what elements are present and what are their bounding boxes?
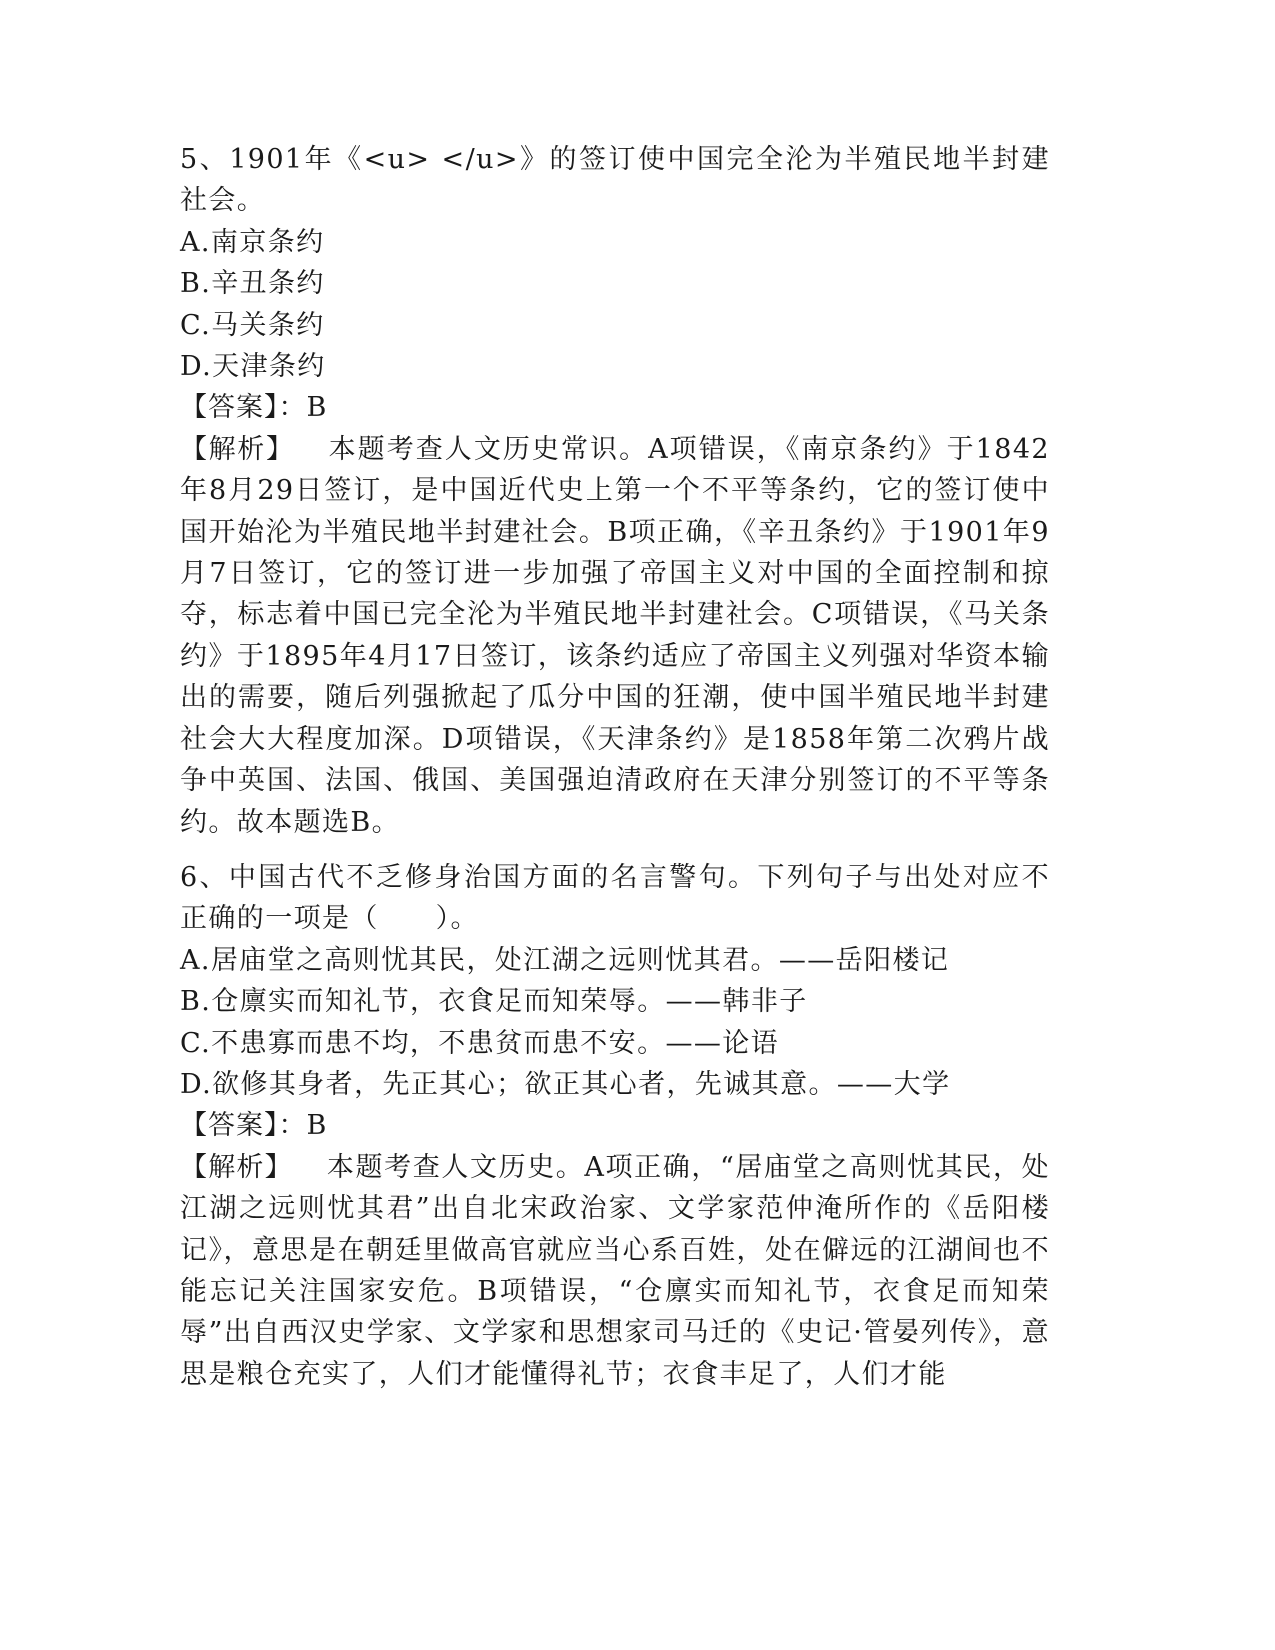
option-a: A.居庙堂之高则忧其民，处江湖之远则忧其君。——岳阳楼记	[180, 944, 950, 976]
question-stem: 6、中国古代不乏修身治国方面的名言警句。下列句子与出处对应不正确的一项是（ ）。	[180, 861, 1050, 935]
answer-label: 【答案】：	[180, 1110, 307, 1142]
option-d: D.天津条约	[180, 351, 326, 383]
answer-line	[180, 1105, 1050, 1146]
answer-value: B	[306, 392, 328, 424]
analysis-text: 本题考查人文历史常识。A项错误，《南京条约》于1842年8月29日签订，是中国近代史上第一个不平等条约，它的签订使中国开始沦为半殖民地半封建社会。B项正确，《辛丑条约》于1901年9月7日签订，它的签订进一步加强了帝国主义对中国的全面控制和掠夺，标志着中国已完全沦为半殖民地半封建社会。C项错误，《马关条约》于1895年4月17日签订，该条约适应了帝国主义列强对华资本输出的需要，随后列强掀起了瓜分中国的狂潮，使中国半殖民地半封建社会大大程度加深。D项错误，《天津条约》是1858年第二次鸦片战争中英国、法国、俄国、美国强迫清政府在天津分别签订的不平等条约。故本题选B。	[180, 433, 1050, 838]
analysis-text: 本题考查人文历史。A项正确，“居庙堂之高则忧其民，处江湖之远则忧其君”出自北宋政治家、文学家范仲淹所作的《岳阳楼记》，意思是在朝廷里做高官就应当心系百姓，处在僻远的江湖间也不能忘记关注国家安危。B项错误，“仓廪实而知礼节，衣食足而知荣辱”出自西汉史学家、文学家和思想家司马迁的《史记·管晏列传》，意思是粮仓充实了，人们才能懂得礼节；衣食丰足了，人们才能	[180, 1151, 1051, 1390]
option-c: C.马关条约	[180, 309, 325, 341]
option-d: D.欲修其身者，先正其心；欲正其心者，先诚其意。——大学	[180, 1068, 951, 1100]
question-stem: 5、1901年《<u> </u>》的签订使中国完全沦为半殖民地半封建社会。	[180, 144, 1050, 217]
exam-page	[180, 139, 1050, 1395]
analysis-paragraph	[180, 1147, 1050, 1395]
option-c: C.不患寡而患不均，不患贫而患不安。——论语	[180, 1027, 780, 1059]
answer-line	[180, 387, 1050, 428]
answer-value: B	[306, 1110, 328, 1142]
question-spacer	[180, 843, 1050, 857]
option-b: B.仓廪实而知礼节，衣食足而知荣辱。——韩非子	[180, 986, 808, 1018]
analysis-label: 【解析】	[180, 1151, 293, 1183]
question-5	[180, 139, 1050, 843]
option-b: B.辛丑条约	[180, 268, 325, 300]
analysis-paragraph	[180, 429, 1050, 843]
answer-label: 【答案】：	[180, 392, 307, 424]
analysis-label: 【解析】	[180, 433, 295, 465]
option-a: A.南京条约	[180, 226, 325, 258]
question-6	[180, 857, 1050, 1395]
